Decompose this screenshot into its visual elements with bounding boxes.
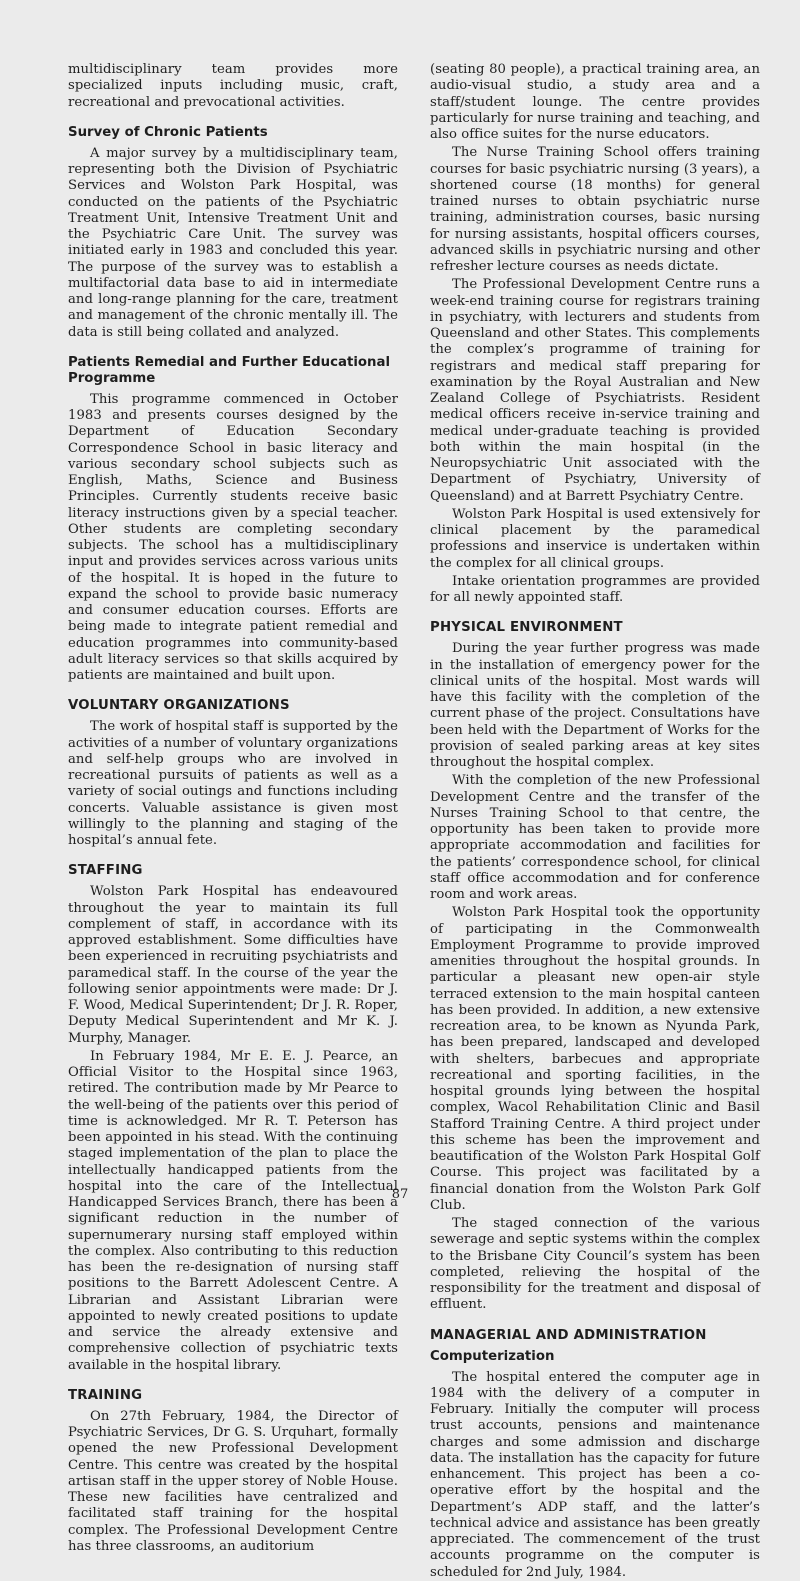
page-number: 87 — [391, 1187, 409, 1202]
heading-remedial-programme: Patients Remedial and Further Educational Programme — [68, 354, 391, 386]
heading-computerization: Computerization — [430, 1348, 555, 1364]
paragraph-staffing-2: In February 1984, Mr E. E. J. Pearce, an Official Visitor to the Hospital since 1963, retired. The contribution made by Mr Pearce to the well-being of the patients over this period of time is acknowledged. Mr R. T. Peterson has been appointed in his stead. With the continuing staged implementation of the plan to place the intellectually handicapped patients from the hospital into the care of the Intellectual Handicapped Services Branch, there has been a significant reduction in the number of supernumerary nursing staff employed within the complex. Also contributing to this reduction has been the re-designation of nursing staff positions to the Barrett Adolescent Centre. A Librarian and Assistant Librarian were appointed to newly created positions to update and service the already extensive and comprehensive collection of psychiatric texts available in the hospital library. — [68, 1048, 398, 1373]
paragraph-clinical-placement: Wolston Park Hospital is used extensively for clinical placement by the paramedical professions and inservice is undertaken within the complex for all clinical groups. — [430, 506, 760, 571]
heading-voluntary-organizations: VOLUNTARY ORGANIZATIONS — [68, 698, 290, 714]
paragraph-physical-2: With the completion of the new Professional Development Centre and the transfer of the Nurses Training School to that centre, the opportunity has been taken to provide more appropriate accommodation and facilities for the patients’ correspondence school, for clinical staff office accommodation and for conference room and work areas. — [430, 773, 760, 902]
heading-managerial-administration: MANAGERIAL AND ADMINISTRATION — [430, 1327, 707, 1343]
paragraph-professional-development: The Professional Development Centre runs a week-end training course for registrars training in psychiatry, with lecturers and students from Queensland and other States. This complements the complex’s programme of training for registrars and medical staff preparing for examination by the Royal Australian and New Zealand College of Psychiatrists. Resident medical officers receive in-service training and medical under-graduate teaching is provided both within the main hospital (in the Neuropsychiatric Unit associated with the Department of Psychiatry, University of Queensland) and at Barrett Psychiatry Centre. — [430, 277, 760, 504]
paragraph-intake-orientation: Intake orientation programmes are provided for all newly appointed staff. — [430, 573, 760, 605]
paragraph-physical-4: The staged connection of the various sewerage and septic systems within the complex to the Brisbane City Council’s system has been completed, relieving the hospital of the responsibility for the treatment and disposal of effluent. — [430, 1216, 760, 1313]
paragraph-survey: A major survey by a multidisciplinary team, representing both the Division of Psychiatric Services and Wolston Park Hospital, was conducted on the patients of the Psychiatric Treatment Unit, Intensive Treatment Unit and the Psychiatric Care Unit. The survey was initiated early in 1983 and concluded this year. The purpose of the survey was to establish a multifactorial data base to aid in intermediate and long-range planning for the care, treatment and management of the chronic mentally ill. The data is still being collated and analyzed. — [68, 145, 398, 340]
heading-staffing: STAFFING — [68, 863, 143, 879]
paragraph-staffing-1: Wolston Park Hospital has endeavoured throughout the year to maintain its full complement of staff, in accordance with its approved establishment. Some difficulties have been experienced in recruiting psychiatrists and paramedical staff. In the course of the year the following senior appointments were made: Dr J. F. Wood, Medical Superintendent; Dr J. R. Roper, Deputy Medical Superintendent and Mr K. J. Murphy, Manager. — [68, 884, 398, 1046]
paragraph-continued-right: (seating 80 people), a practical training area, an audio-visual studio, a study area and a staff/student lounge. The centre provides particularly for nurse training and teaching, and also office suites for the nurse educators. — [430, 62, 760, 142]
two-column-layout — [68, 62, 760, 1581]
paragraph-continued: multidisciplinary team provides more specialized inputs including music, craft, recreational and prevocational activities. — [68, 62, 398, 110]
heading-survey-chronic-patients: Survey of Chronic Patients — [68, 124, 268, 140]
paragraph-voluntary: The work of hospital staff is supported by the activities of a number of voluntary organizations and self-help groups who are involved in recreational pursuits of patients as well as a variety of social outings and functions including concerts. Valuable assistance is given most willingly to the planning and staging of the hospital’s annual fete. — [68, 719, 398, 848]
paragraph-physical-3: Wolston Park Hospital took the opportunity of participating in the Commonwealth Employment Programme to provide improved amenities throughout the hospital grounds. In particular a pleasant new open-air style terraced extension to the main hospital canteen has been provided. In addition, a new extensive recreation area, to be known as Nyunda Park, has been prepared, landscaped and developed with shelters, barbecues and appropriate recreational and sporting facilities, in the hospital grounds lying between the hospital complex, Wacol Rehabilitation Clinic and Basil Stafford Training Centre. A third project under this scheme has been the improvement and beautification of the Wolston Park Hospital Golf Course. This project was facilitated by a financial donation from the Wolston Park Golf Club. — [430, 905, 760, 1213]
paragraph-physical-1: During the year further progress was made in the installation of emergency power for the clinical units of the hospital. Most wards will have this facility with the completion of the current phase of the project. Consultations have been held with the Department of Works for the provision of sealed parking areas at key sites throughout the hospital complex. — [430, 641, 760, 770]
right-column — [430, 62, 760, 1581]
paragraph-training: On 27th February, 1984, the Director of Psychiatric Services, Dr G. S. Urquhart, formally opened the new Professional Development Centre. This centre was created by the hospital artisan staff in the upper storey of Noble House. These new facilities have centralized and facilitated staff training for the hospital complex. The Professional Development Centre has three classrooms, an auditorium — [68, 1408, 398, 1554]
left-column — [68, 62, 398, 1581]
heading-training: TRAINING — [68, 1387, 143, 1403]
paragraph-remedial: This programme commenced in October 1983 and presents courses designed by the Department of Education Secondary Correspondence School in basic literacy and various secondary school subjects such as English, Maths, Science and Business Principles. Currently students receive basic literacy instructions given by a special teacher. Other students are completing secondary subjects. The school has a multidisciplinary input and provides services across various units of the hospital. It is hoped in the future to expand the school to provide basic numeracy and consumer education courses. Efforts are being made to integrate patient remedial and education programmes into community-based adult literacy services so that skills acquired by patients are maintained and built upon. — [68, 391, 398, 683]
paragraph-computerization: The hospital entered the computer age in 1984 with the delivery of a computer in February. Initially the computer will process trust accounts, pensions and maintenance charges and some admission and discharge data. The installation has the capacity for future enhancement. This project has been a co-operative effort by the hospital and the Department’s ADP staff, and the latter’s technical advice and assistance has been greatly appreciated. The commencement of the trust accounts programme on the computer is scheduled for 2nd July, 1984. — [430, 1369, 760, 1580]
heading-physical-environment: PHYSICAL ENVIRONMENT — [430, 620, 623, 636]
paragraph-nurse-training: The Nurse Training School offers training courses for basic psychiatric nursing (3 years), a shortened course (18 months) for general trained nurses to obtain psychiatric nurse training, administration courses, basic nursing for nursing assistants, hospital officers courses, advanced skills in psychiatric nursing and other refresher lecture courses as needs dictate. — [430, 145, 760, 274]
